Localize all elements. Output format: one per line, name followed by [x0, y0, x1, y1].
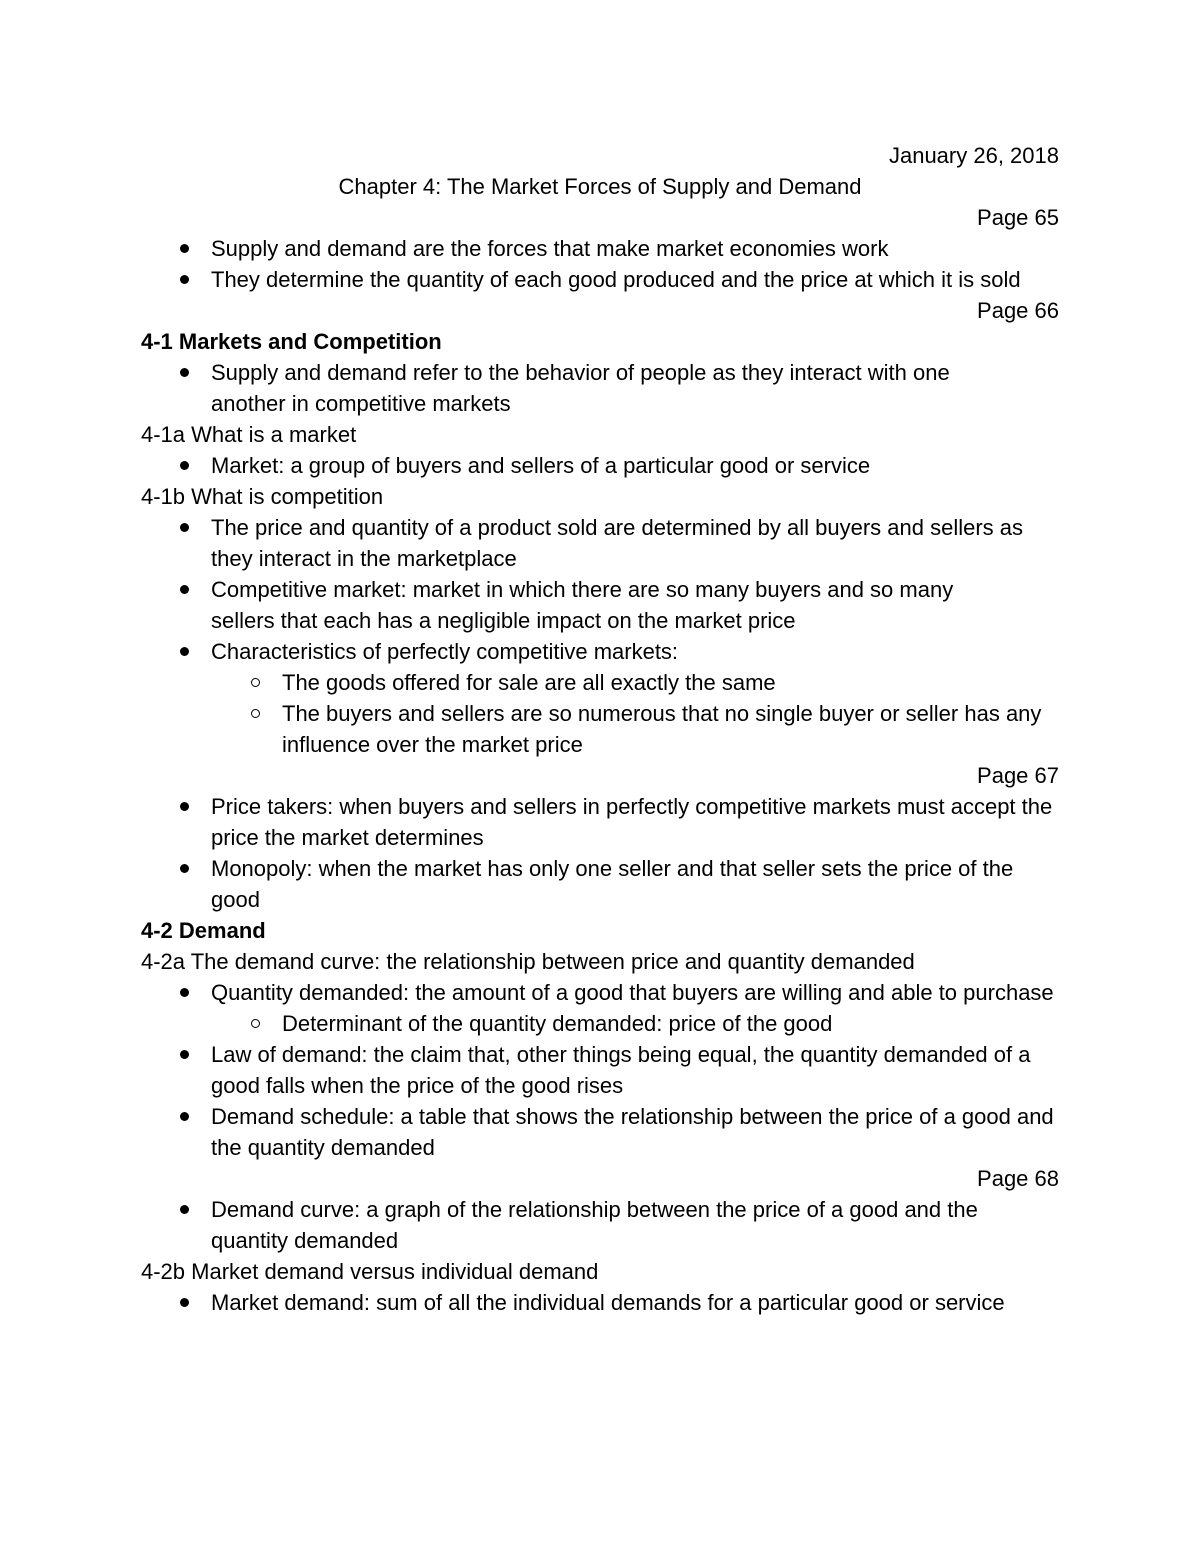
list-item-text: They determine the quantity of each good produced and the price at which it is sold — [211, 267, 1021, 292]
filled-bullet-icon — [180, 864, 189, 873]
list-item — [141, 977, 1059, 1008]
chapter-title: Chapter 4: The Market Forces of Supply and Demand — [338, 174, 862, 199]
page-marker: Page 65 — [977, 205, 1059, 230]
list-item-text: The price and quantity of a product sold are determined by all buyers and sellers as they interact in the marketplace — [211, 515, 1024, 571]
filled-bullet-icon — [180, 1050, 189, 1059]
list-item — [141, 264, 1059, 295]
page-marker: Page 68 — [977, 1166, 1059, 1191]
list-item-text: Law of demand: the claim that, other things being equal, the quantity demanded of a good falls when the price of the good rises — [211, 1042, 1031, 1098]
filled-bullet-icon — [180, 1205, 189, 1214]
sub-list-item — [141, 667, 1059, 698]
sub-list-item — [141, 1008, 1059, 1039]
list-item — [141, 512, 1059, 574]
list-item — [141, 574, 1059, 636]
subsection-heading: 4-2b Market demand versus individual demand — [141, 1259, 599, 1284]
subsection-heading: 4-1b What is competition — [141, 484, 384, 509]
list-item-text: Characteristics of perfectly competitive markets: — [211, 639, 679, 664]
document-page — [141, 140, 1059, 1318]
filled-bullet-icon — [180, 244, 189, 253]
list-item-text: Supply and demand refer to the behavior of people as they interact with one another in competitive markets — [211, 360, 950, 416]
list-item — [141, 450, 1059, 481]
filled-bullet-icon — [180, 585, 189, 594]
list-item — [141, 636, 1059, 667]
list-item — [141, 1039, 1059, 1101]
sub-list-item — [141, 698, 1059, 760]
list-item-text: Monopoly: when the market has only one seller and that seller sets the price of the good — [211, 856, 1014, 912]
list-item — [141, 1101, 1059, 1163]
list-item — [141, 1287, 1059, 1318]
hollow-bullet-icon — [251, 1019, 260, 1028]
section-heading: 4-1 Markets and Competition — [141, 329, 442, 354]
list-item — [141, 357, 1059, 419]
list-item-text: Market: a group of buyers and sellers of a particular good or service — [211, 453, 871, 478]
hollow-bullet-icon — [251, 709, 260, 718]
list-item — [141, 233, 1059, 264]
page-marker: Page 67 — [977, 763, 1059, 788]
sub-list-item-text: The goods offered for sale are all exactly the same — [282, 670, 776, 695]
filled-bullet-icon — [180, 1298, 189, 1307]
list-item-text: Competitive market: market in which there are so many buyers and so many sellers that each has a negligible impact on the market price — [211, 577, 954, 633]
hollow-bullet-icon — [251, 678, 260, 687]
filled-bullet-icon — [180, 1112, 189, 1121]
sub-list-item-text: The buyers and sellers are so numerous that no single buyer or seller has any influence over the market price — [282, 701, 1042, 757]
filled-bullet-icon — [180, 647, 189, 656]
list-item — [141, 1194, 1059, 1256]
filled-bullet-icon — [180, 523, 189, 532]
filled-bullet-icon — [180, 988, 189, 997]
filled-bullet-icon — [180, 802, 189, 811]
list-item-text: Market demand: sum of all the individual demands for a particular good or service — [211, 1290, 1005, 1315]
list-item — [141, 853, 1059, 915]
sub-list-item-text: Determinant of the quantity demanded: price of the good — [282, 1011, 833, 1036]
list-item-text: Demand curve: a graph of the relationship between the price of a good and the quantity demanded — [211, 1197, 978, 1253]
list-item — [141, 791, 1059, 853]
list-item-text: Quantity demanded: the amount of a good that buyers are willing and able to purchase — [211, 980, 1054, 1005]
list-item-text: Demand schedule: a table that shows the relationship between the price of a good and the quantity demanded — [211, 1104, 1054, 1160]
subsection-heading: 4-2a The demand curve: the relationship between price and quantity demanded — [141, 949, 915, 974]
subsection-heading: 4-1a What is a market — [141, 422, 357, 447]
list-item-text: Supply and demand are the forces that make market economies work — [211, 236, 889, 261]
page-marker: Page 66 — [977, 298, 1059, 323]
filled-bullet-icon — [180, 275, 189, 284]
date-line: January 26, 2018 — [888, 143, 1059, 168]
filled-bullet-icon — [180, 461, 189, 470]
filled-bullet-icon — [180, 368, 189, 377]
list-item-text: Price takers: when buyers and sellers in perfectly competitive markets must accept the price the market determines — [211, 794, 1053, 850]
section-heading: 4-2 Demand — [141, 918, 266, 943]
